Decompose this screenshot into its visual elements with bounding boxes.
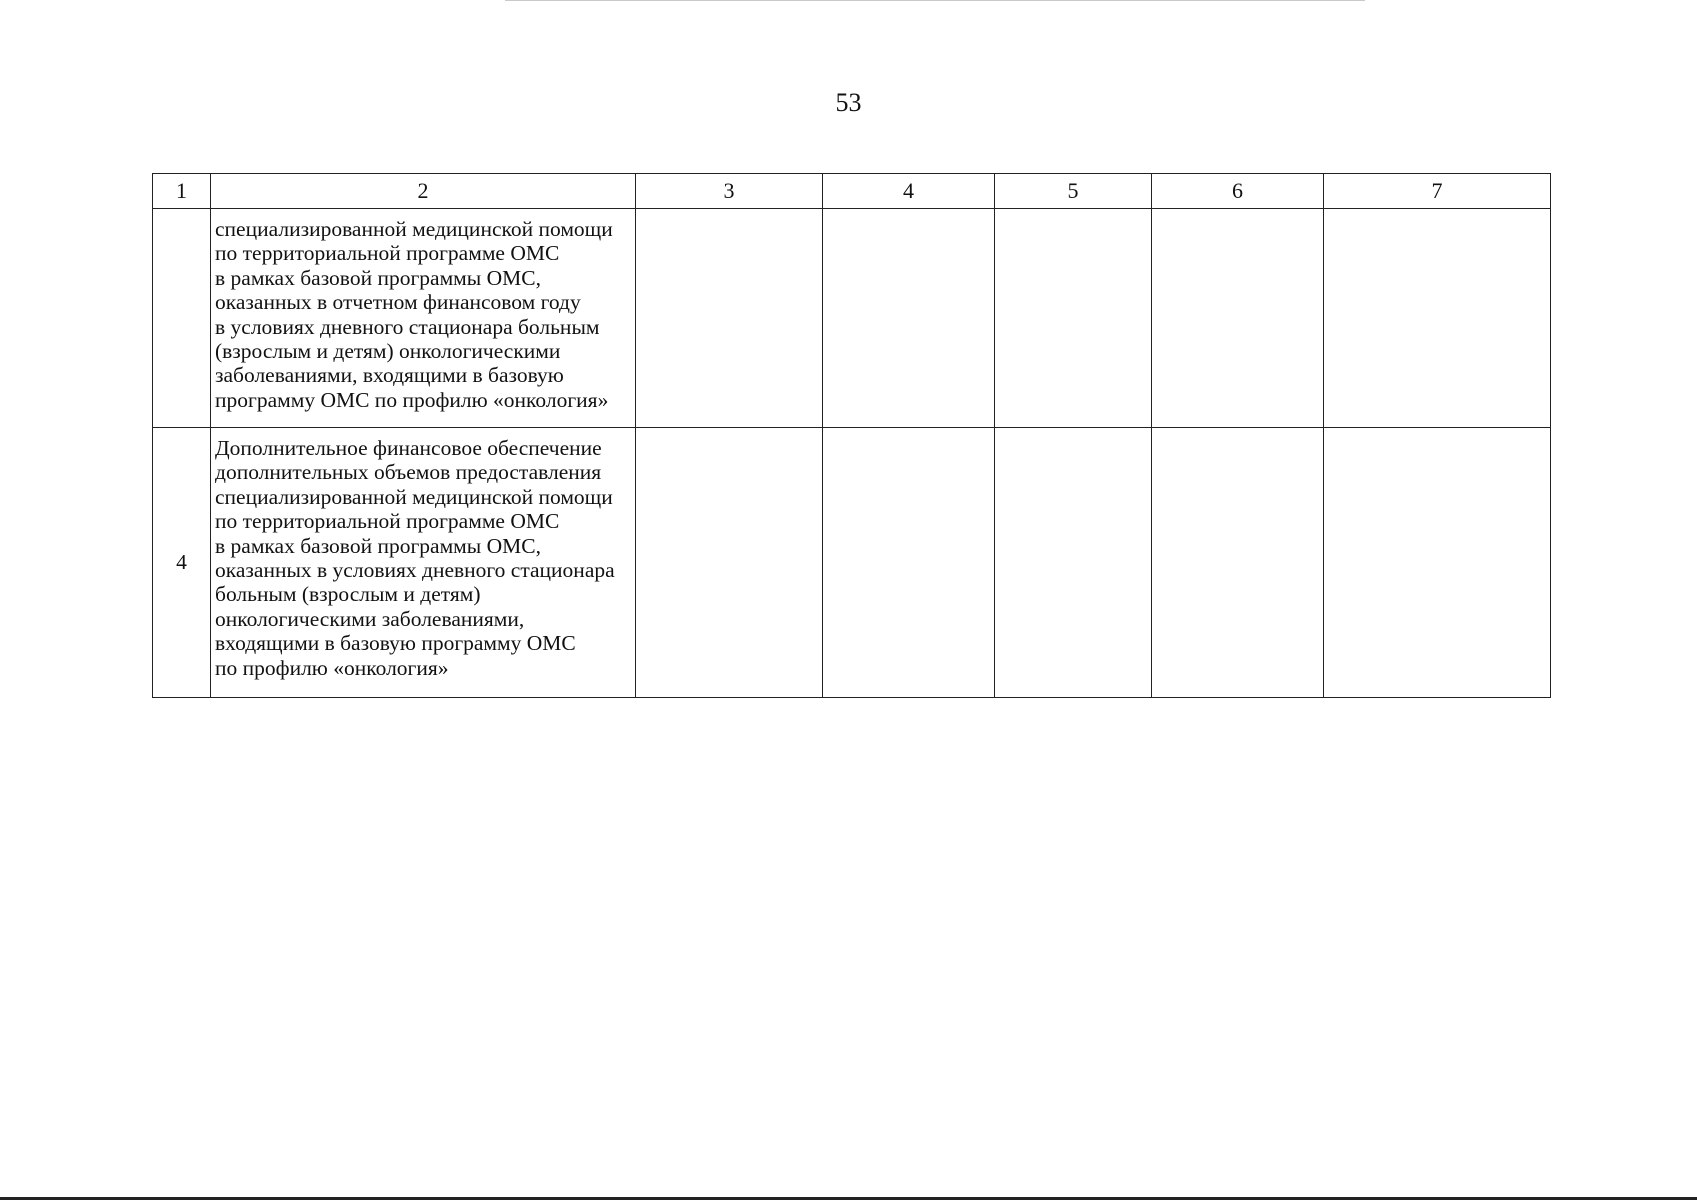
table-row xyxy=(153,209,1551,428)
column-header-6: 6 xyxy=(1152,174,1324,209)
report-table xyxy=(152,173,1551,698)
row-cell-col4 xyxy=(823,428,995,698)
row-cell-col6 xyxy=(1152,428,1324,698)
row-cell-col6 xyxy=(1152,209,1324,428)
scan-edge-top xyxy=(505,0,1365,1)
row-number-cell: 4 xyxy=(153,428,211,698)
row-description-cell: специализированной медицинской помощи по территориальной программе ОМС в рамках базовой программы ОМС, оказанных в отчетном финансовом году в условиях дневного стационара больным (взрослым и детям) онкологическими заболеваниями, входящими в базовую программу ОМС по профилю «онкология» xyxy=(211,209,636,428)
column-header-7: 7 xyxy=(1324,174,1551,209)
row-cell-col3 xyxy=(636,428,823,698)
table-row xyxy=(153,428,1551,698)
row-cell-col5 xyxy=(995,428,1152,698)
row-cell-col7 xyxy=(1324,209,1551,428)
row-cell-col7 xyxy=(1324,428,1551,698)
column-header-2: 2 xyxy=(211,174,636,209)
row-description-cell: Дополнительное финансовое обеспечение дополнительных объемов предоставления специализированной медицинской помощи по территориальной программе ОМС в рамках базовой программы ОМС, оказанных в условиях дневного стационара больным (взрослым и детям) онкологическими заболеваниями, входящими в базовую программу ОМС по профилю «онкология» xyxy=(211,428,636,698)
column-header-1: 1 xyxy=(153,174,211,209)
column-header-3: 3 xyxy=(636,174,823,209)
row-number-cell xyxy=(153,209,211,428)
row-cell-col4 xyxy=(823,209,995,428)
column-header-5: 5 xyxy=(995,174,1152,209)
column-header-4: 4 xyxy=(823,174,995,209)
row-cell-col5 xyxy=(995,209,1152,428)
row-cell-col3 xyxy=(636,209,823,428)
table-header-row xyxy=(153,174,1551,209)
page-number: 53 xyxy=(835,88,862,117)
